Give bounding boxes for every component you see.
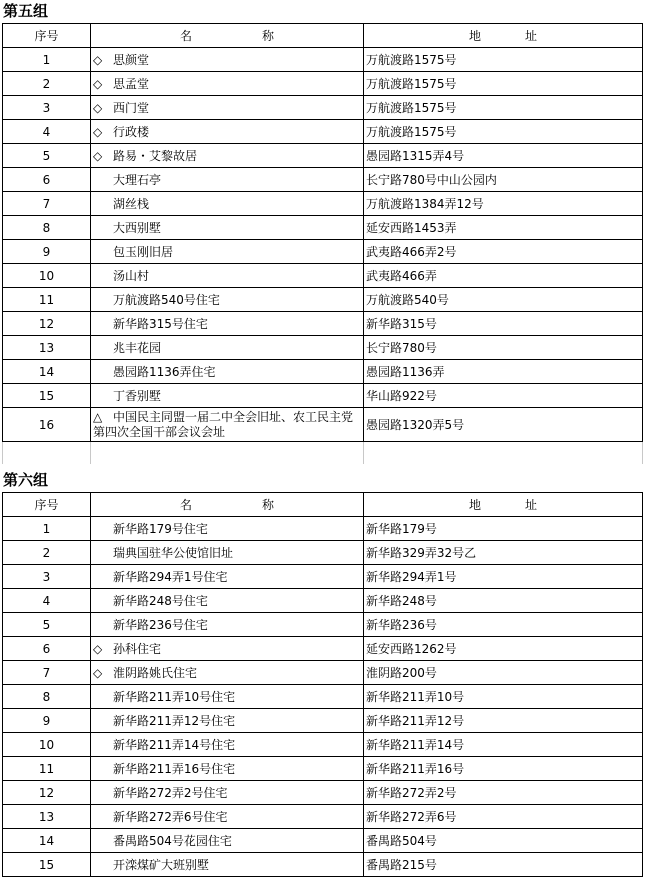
table-row: [3, 192, 643, 216]
table-row: [3, 613, 643, 637]
table-row: [3, 757, 643, 781]
table-row: [3, 144, 643, 168]
site-name: 思颜堂: [113, 53, 150, 67]
site-name: 新华路315号住宅: [113, 317, 208, 331]
table-row: [3, 541, 643, 565]
row-number: 6: [3, 637, 91, 661]
site-address: 万航渡路540号: [364, 288, 643, 312]
site-address: 新华路272弄2号: [364, 781, 643, 805]
site-address: 武夷路466弄2号: [364, 240, 643, 264]
table-row: [3, 408, 643, 442]
row-number: 11: [3, 757, 91, 781]
site-name-cell: [91, 264, 364, 288]
site-name: 孙科住宅: [113, 642, 162, 656]
table-row: [3, 709, 643, 733]
group6-header-row: [3, 493, 643, 517]
header-addr-a: 地: [468, 498, 481, 512]
table-row: [3, 72, 643, 96]
site-name: 新华路248号住宅: [113, 594, 208, 608]
site-name-cell: [91, 240, 364, 264]
site-name: 丁香别墅: [113, 389, 162, 403]
table-row: [3, 48, 643, 72]
header-no: 序号: [3, 493, 91, 517]
table-row: [3, 120, 643, 144]
site-name: 路易・艾黎故居: [113, 149, 198, 163]
site-address: 愚园路1136弄: [364, 360, 643, 384]
site-address: 华山路922号: [364, 384, 643, 408]
site-name-cell: [91, 589, 364, 613]
site-name: 新华路294弄1号住宅: [113, 570, 228, 584]
site-address: 长宁路780号: [364, 336, 643, 360]
site-name-cell: [91, 637, 364, 661]
group6-table: [2, 492, 643, 877]
status-mark: ◇: [93, 666, 103, 680]
site-address: 万航渡路1575号: [364, 48, 643, 72]
group5-header-row: [3, 24, 643, 48]
table-row: [3, 168, 643, 192]
site-name: 思孟堂: [113, 77, 150, 91]
row-number: 12: [3, 312, 91, 336]
site-name: 愚园路1136弄住宅: [113, 365, 216, 379]
header-addr-b: 址: [525, 29, 538, 43]
site-name-cell: [91, 685, 364, 709]
table-row: [3, 733, 643, 757]
site-name: 中国民主同盟一届二中全会旧址、农工民主党第四次全国干部会议会址: [93, 409, 354, 439]
header-name: [91, 493, 364, 517]
table-row: [3, 312, 643, 336]
status-mark: ◇: [93, 53, 103, 67]
table-row: [3, 96, 643, 120]
site-name: 包玉刚旧居: [113, 245, 174, 259]
site-address: 新华路211弄12号: [364, 709, 643, 733]
site-address: 新华路315号: [364, 312, 643, 336]
site-name-cell: [91, 733, 364, 757]
site-address: 武夷路466弄: [364, 264, 643, 288]
site-name-cell: [91, 48, 364, 72]
site-address: 万航渡路1575号: [364, 120, 643, 144]
row-number: 12: [3, 781, 91, 805]
blank-cell: [364, 442, 643, 465]
table-row: [3, 384, 643, 408]
row-number: 4: [3, 589, 91, 613]
site-name: 开滦煤矿大班别墅: [113, 858, 210, 872]
site-address: 延安西路1453弄: [364, 216, 643, 240]
site-name-cell: [91, 613, 364, 637]
header-address: [364, 24, 643, 48]
site-name: 新华路236号住宅: [113, 618, 208, 632]
header-name-a: 名: [179, 29, 192, 43]
header-no: 序号: [3, 24, 91, 48]
site-name: 新华路211弄16号住宅: [113, 762, 236, 776]
row-number: 9: [3, 709, 91, 733]
table-row: [3, 360, 643, 384]
row-number: 1: [3, 48, 91, 72]
status-mark: ◇: [93, 149, 103, 163]
blank-row: [3, 442, 643, 465]
site-name-cell: [91, 192, 364, 216]
row-number: 8: [3, 685, 91, 709]
site-name-cell: [91, 312, 364, 336]
site-name-cell: [91, 96, 364, 120]
site-address: 万航渡路1384弄12号: [364, 192, 643, 216]
site-name: 番禺路504号花园住宅: [113, 834, 232, 848]
status-mark: ◇: [93, 101, 103, 115]
site-name-cell: [91, 216, 364, 240]
site-address: 新华路179号: [364, 517, 643, 541]
blank-cell: [3, 442, 91, 465]
row-number: 1: [3, 517, 91, 541]
header-name-b: 称: [262, 498, 275, 512]
site-name: 湖丝栈: [113, 197, 150, 211]
table-row: [3, 216, 643, 240]
row-number: 4: [3, 120, 91, 144]
row-number: 15: [3, 853, 91, 877]
site-name: 西门堂: [113, 101, 150, 115]
site-name-cell: [91, 168, 364, 192]
site-address: 番禺路504号: [364, 829, 643, 853]
row-number: 16: [3, 408, 91, 442]
site-name: 大西别墅: [113, 221, 162, 235]
site-name-cell: [91, 72, 364, 96]
group5-table: [2, 23, 643, 464]
row-number: 5: [3, 613, 91, 637]
site-name-cell: [91, 144, 364, 168]
row-number: 14: [3, 829, 91, 853]
row-number: 15: [3, 384, 91, 408]
site-address: 新华路294弄1号: [364, 565, 643, 589]
site-name: 瑞典国驻华公使馆旧址: [113, 546, 234, 560]
header-name: [91, 24, 364, 48]
site-name-cell: [91, 829, 364, 853]
table-row: [3, 685, 643, 709]
site-name: 新华路211弄10号住宅: [113, 690, 236, 704]
site-address: 淮阴路200号: [364, 661, 643, 685]
table-row: [3, 517, 643, 541]
row-number: 5: [3, 144, 91, 168]
header-name-b: 称: [262, 29, 275, 43]
header-name-a: 名: [179, 498, 192, 512]
row-number: 7: [3, 661, 91, 685]
site-address: 新华路211弄10号: [364, 685, 643, 709]
row-number: 9: [3, 240, 91, 264]
site-name-cell: [91, 336, 364, 360]
header-addr-b: 址: [525, 498, 538, 512]
site-address: 愚园路1320弄5号: [364, 408, 643, 442]
site-name-cell: [91, 360, 364, 384]
row-number: 10: [3, 733, 91, 757]
site-name-cell: [91, 709, 364, 733]
site-address: 愚园路1315弄4号: [364, 144, 643, 168]
row-number: 13: [3, 336, 91, 360]
site-name-cell: [91, 288, 364, 312]
header-addr-a: 地: [468, 29, 481, 43]
row-number: 7: [3, 192, 91, 216]
table-row: [3, 853, 643, 877]
site-address: 番禺路215号: [364, 853, 643, 877]
site-address: 新华路236号: [364, 613, 643, 637]
site-address: 万航渡路1575号: [364, 96, 643, 120]
site-name: 汤山村: [113, 269, 150, 283]
row-number: 6: [3, 168, 91, 192]
site-name-cell: [91, 805, 364, 829]
site-name-cell: [91, 757, 364, 781]
site-name-cell: [91, 408, 364, 442]
row-number: 3: [3, 96, 91, 120]
row-number: 10: [3, 264, 91, 288]
site-name: 大理石亭: [113, 173, 162, 187]
site-name-cell: [91, 781, 364, 805]
table-row: [3, 264, 643, 288]
site-name-cell: [91, 853, 364, 877]
header-address: [364, 493, 643, 517]
site-address: 新华路272弄6号: [364, 805, 643, 829]
site-name-cell: [91, 517, 364, 541]
row-number: 13: [3, 805, 91, 829]
site-name-cell: [91, 541, 364, 565]
site-name-cell: [91, 120, 364, 144]
site-name: 行政楼: [113, 125, 150, 139]
site-name-cell: [91, 661, 364, 685]
site-address: 延安西路1262号: [364, 637, 643, 661]
site-name: 万航渡路540号住宅: [113, 293, 220, 307]
site-name: 淮阴路姚氏住宅: [113, 666, 198, 680]
status-mark: △: [93, 409, 103, 424]
site-name: 新华路179号住宅: [113, 522, 208, 536]
table-row: [3, 589, 643, 613]
row-number: 14: [3, 360, 91, 384]
site-name: 新华路272弄6号住宅: [113, 810, 228, 824]
table-row: [3, 637, 643, 661]
site-address: 万航渡路1575号: [364, 72, 643, 96]
status-mark: ◇: [93, 77, 103, 91]
site-address: 新华路211弄14号: [364, 733, 643, 757]
site-name-cell: [91, 384, 364, 408]
table-row: [3, 336, 643, 360]
site-name: 新华路211弄14号住宅: [113, 738, 236, 752]
site-name: 兆丰花园: [113, 341, 162, 355]
group6-title: 第六组: [3, 471, 49, 489]
status-mark: ◇: [93, 125, 103, 139]
table-row: [3, 805, 643, 829]
site-name: 新华路272弄2号住宅: [113, 786, 228, 800]
site-address: 新华路211弄16号: [364, 757, 643, 781]
site-address: 长宁路780号中山公园内: [364, 168, 643, 192]
site-address: 新华路329弄32号乙: [364, 541, 643, 565]
blank-cell: [91, 442, 364, 465]
site-name-cell: [91, 565, 364, 589]
table-row: [3, 661, 643, 685]
table-row: [3, 565, 643, 589]
row-number: 2: [3, 541, 91, 565]
table-row: [3, 240, 643, 264]
row-number: 3: [3, 565, 91, 589]
status-mark: ◇: [93, 642, 103, 656]
table-row: [3, 829, 643, 853]
table-row: [3, 288, 643, 312]
site-name: 新华路211弄12号住宅: [113, 714, 236, 728]
row-number: 11: [3, 288, 91, 312]
row-number: 8: [3, 216, 91, 240]
site-address: 新华路248号: [364, 589, 643, 613]
group5-title: 第五组: [3, 2, 49, 20]
table-row: [3, 781, 643, 805]
row-number: 2: [3, 72, 91, 96]
